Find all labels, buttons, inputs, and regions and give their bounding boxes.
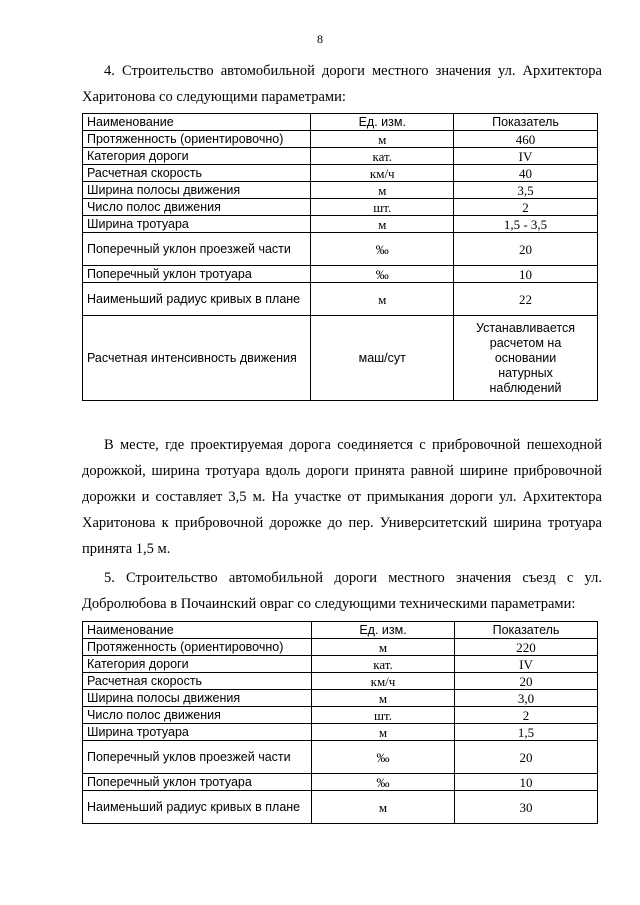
section-5-heading: 5. Строительство автомобильной дороги местного значения съезд с ул. Добролюбова в Почаинский овраг со следующими техническими параметрами:: [82, 570, 602, 612]
row-unit: м: [312, 639, 455, 656]
table-row: [83, 639, 598, 656]
row-value: 40: [454, 165, 598, 182]
table-row: [83, 216, 598, 233]
row-name: Ширина полосы движения: [83, 690, 312, 707]
row-name: Поперечный уклон тротуара: [83, 774, 312, 791]
table-row: [83, 707, 598, 724]
row-name: Поперечный уклон проезжей части: [83, 233, 311, 266]
row-unit: ‰: [312, 774, 455, 791]
header-name: Наименование: [83, 114, 311, 131]
table-header-row: [83, 622, 598, 639]
table-row: [83, 266, 598, 283]
row-unit: м: [311, 283, 454, 316]
body-paragraph: В месте, где проектируемая дорога соединяется с прибровочной пешеходной дорожкой, ширина тротуара вдоль дороги принята равной ширине прибровочной дорожки и составляет 3,5 м. На участке от примыкания дороги ул. Архитектора Харитонова к прибровочной дорожке до пер. Университетский ширина тротуара принята 1,5 м.: [82, 437, 602, 557]
row-value: 1,5: [455, 724, 598, 741]
row-unit: м: [312, 791, 455, 824]
row-unit: м: [311, 182, 454, 199]
row-unit: м: [311, 216, 454, 233]
row-name: Расчетная скорость: [83, 673, 312, 690]
section-5-table: [82, 621, 598, 824]
table-row: [83, 724, 598, 741]
row-unit: маш/сут: [311, 316, 454, 401]
row-value: Устанавливается расчетом на основании натурных наблюдений: [454, 316, 598, 401]
row-unit: шт.: [311, 199, 454, 216]
row-value: 3,0: [455, 690, 598, 707]
row-unit: ‰: [311, 233, 454, 266]
table-header-row: [83, 114, 598, 131]
table-row: [83, 233, 598, 266]
row-value: 30: [455, 791, 598, 824]
row-value: 3,5: [454, 182, 598, 199]
row-name: Протяженность (ориентировочно): [83, 131, 311, 148]
row-name: Поперечный уклов проезжей части: [83, 741, 312, 774]
row-name: Ширина тротуара: [83, 216, 311, 233]
header-unit: Ед. изм.: [311, 114, 454, 131]
row-name: Ширина тротуара: [83, 724, 312, 741]
row-name: Число полос движения: [83, 199, 311, 216]
table-row: [83, 656, 598, 673]
row-value: 20: [455, 673, 598, 690]
row-name: Наименьший радиус кривых в плане: [83, 283, 311, 316]
row-value: 10: [455, 774, 598, 791]
row-value: 2: [454, 199, 598, 216]
row-name: Протяженность (ориентировочно): [83, 639, 312, 656]
row-value: 1,5 - 3,5: [454, 216, 598, 233]
table-row: [83, 148, 598, 165]
section-4-heading: 4. Строительство автомобильной дороги местного значения ул. Архитектора Харитонова со следующими параметрами:: [82, 63, 602, 105]
header-value: Показатель: [454, 114, 598, 131]
row-value: 20: [454, 233, 598, 266]
row-unit: кат.: [311, 148, 454, 165]
row-name: Расчетная скорость: [83, 165, 311, 182]
header-value: Показатель: [455, 622, 598, 639]
row-name: Категория дороги: [83, 656, 312, 673]
row-value: 20: [455, 741, 598, 774]
table-row: [83, 741, 598, 774]
row-name: Наименьший радиус кривых в плане: [83, 791, 312, 824]
header-name: Наименование: [83, 622, 312, 639]
row-name: Число полос движения: [83, 707, 312, 724]
table-row: [83, 673, 598, 690]
row-name: Ширина полосы движения: [83, 182, 311, 199]
row-value: 2: [455, 707, 598, 724]
row-unit: км/ч: [311, 165, 454, 182]
row-unit: кат.: [312, 656, 455, 673]
row-name: Расчетная интенсивность движения: [83, 316, 311, 401]
table-row: [83, 165, 598, 182]
table-row: [83, 283, 598, 316]
table-row: [83, 690, 598, 707]
row-name: Категория дороги: [83, 148, 311, 165]
row-value: 220: [455, 639, 598, 656]
row-unit: ‰: [312, 741, 455, 774]
table-row: [83, 774, 598, 791]
header-unit: Ед. изм.: [312, 622, 455, 639]
row-value: IV: [454, 148, 598, 165]
row-unit: м: [312, 690, 455, 707]
row-unit: м: [312, 724, 455, 741]
row-unit: м: [311, 131, 454, 148]
row-value: IV: [455, 656, 598, 673]
row-name: Поперечный уклон тротуара: [83, 266, 311, 283]
row-unit: км/ч: [312, 673, 455, 690]
row-value: 22: [454, 283, 598, 316]
table-row: [83, 316, 598, 401]
page-number: 8: [317, 32, 323, 46]
row-value: 10: [454, 266, 598, 283]
row-unit: шт.: [312, 707, 455, 724]
row-unit: ‰: [311, 266, 454, 283]
table-row: [83, 182, 598, 199]
section-4-table: [82, 113, 598, 401]
table-row: [83, 199, 598, 216]
table-row: [83, 791, 598, 824]
table-row: [83, 131, 598, 148]
row-value: 460: [454, 131, 598, 148]
